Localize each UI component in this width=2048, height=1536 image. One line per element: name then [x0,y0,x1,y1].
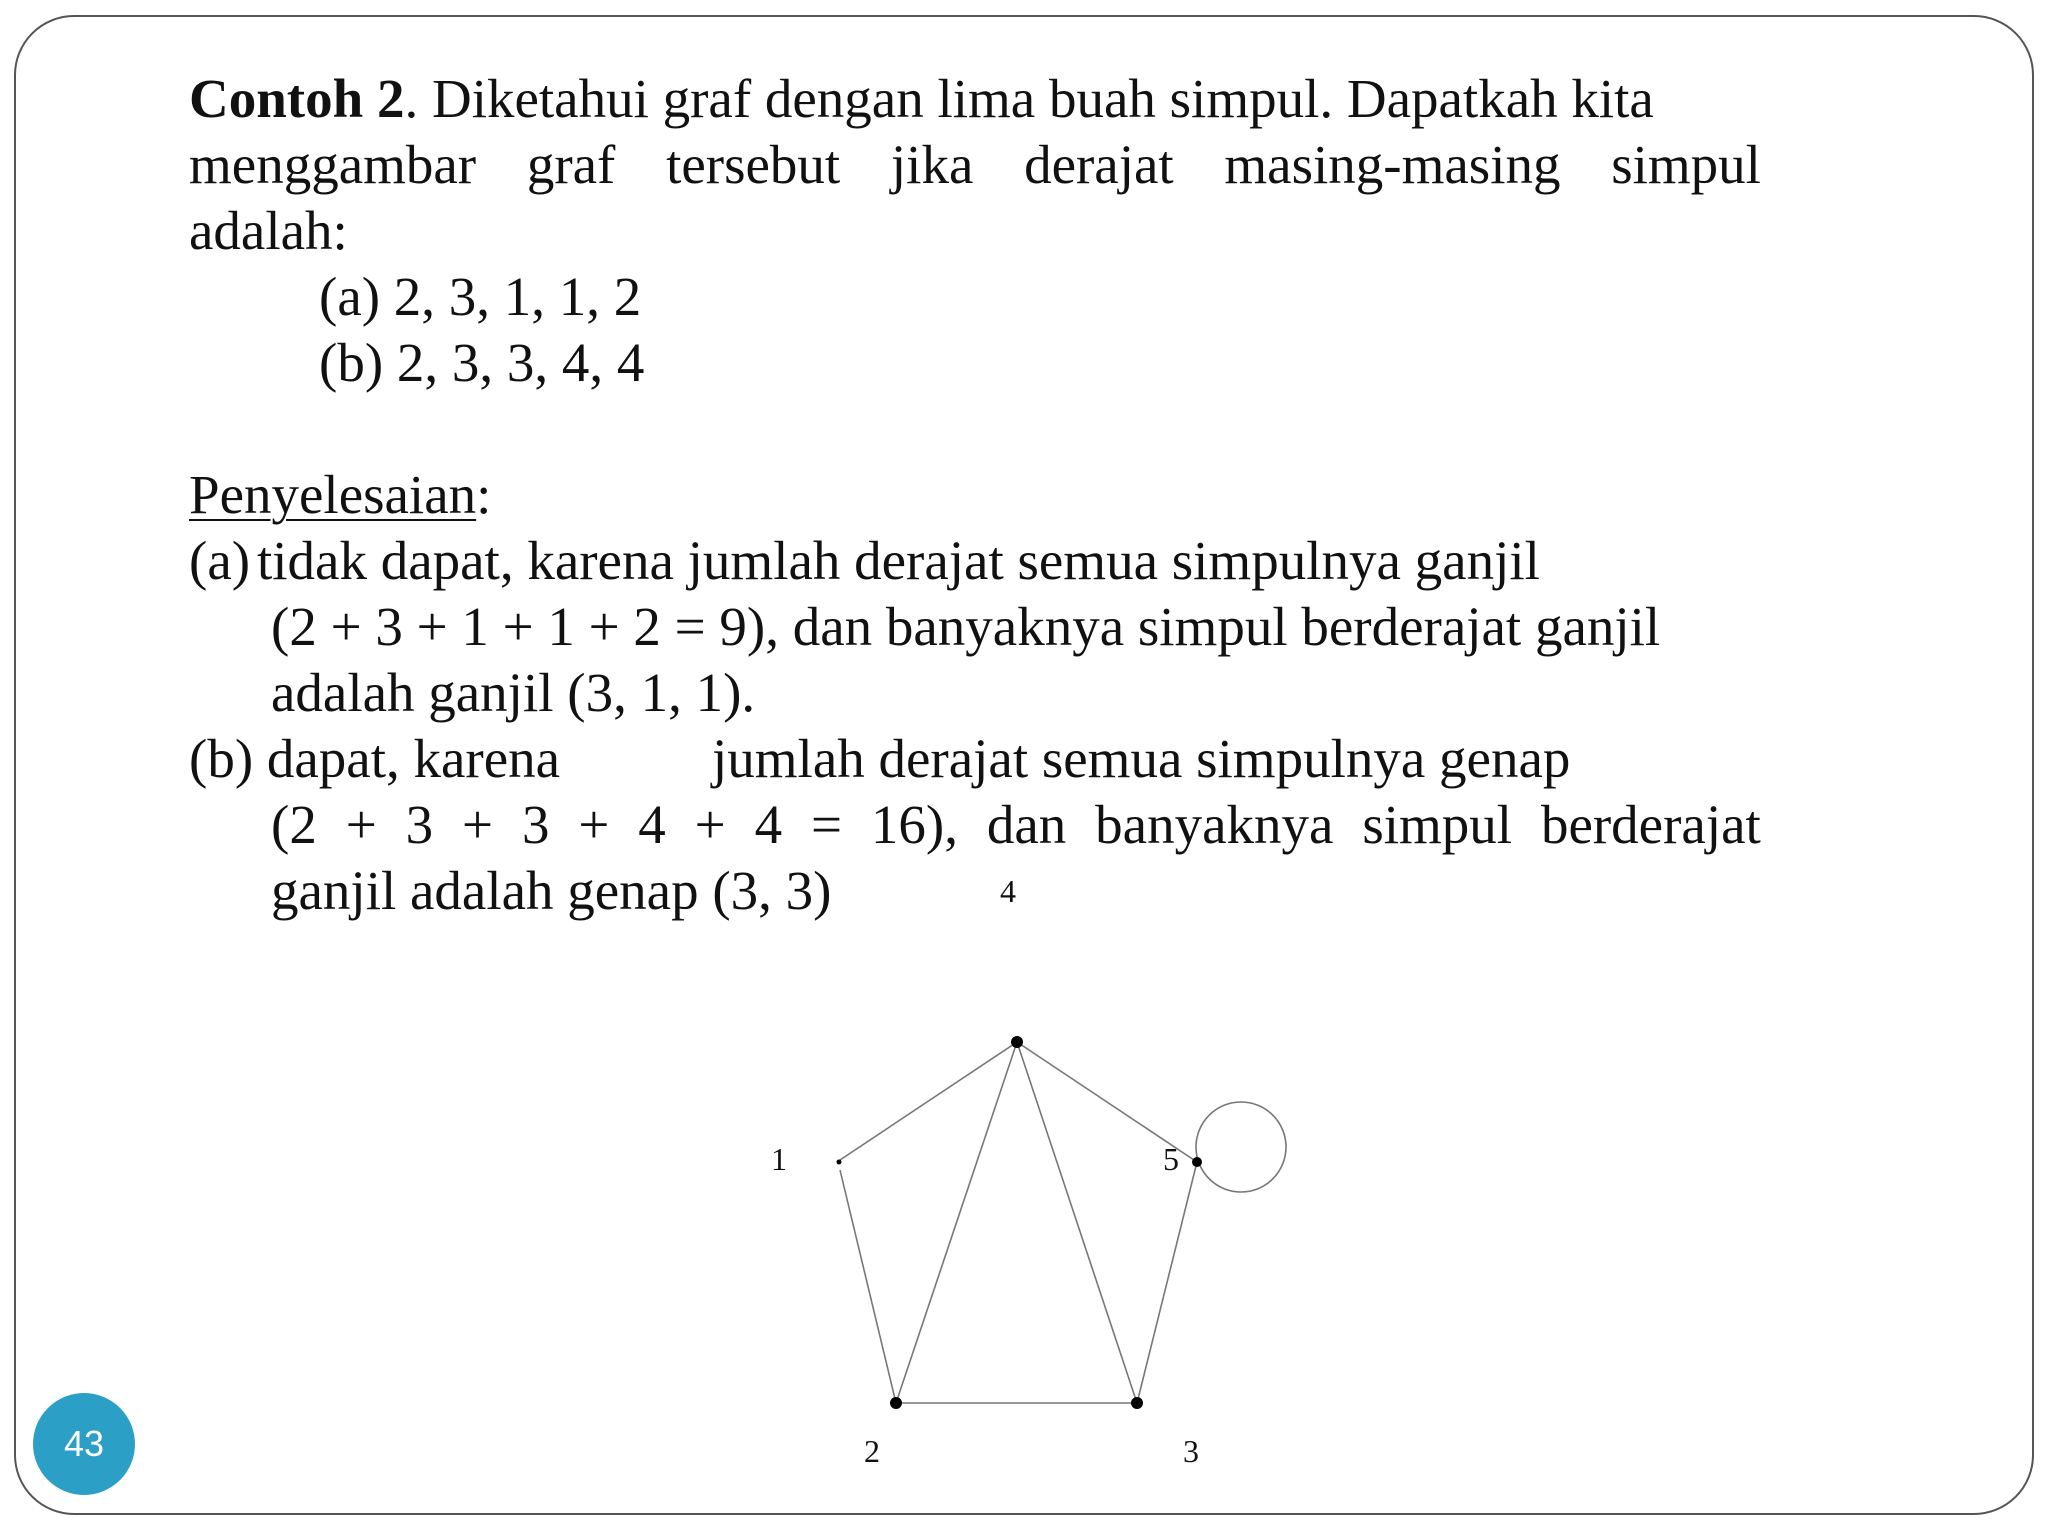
vertex-label-1: 1 [771,1141,787,1177]
solution-heading-colon: : [476,464,492,525]
solution-b-line-2 [271,792,1761,858]
vertex-label-2: 2 [864,1433,880,1469]
problem-line-1 [189,66,1761,132]
problem-word: jika [890,134,974,195]
option-b: (b) 2, 3, 3, 4, 4 [319,332,645,393]
solution-word: 16), [870,794,958,855]
spacer [189,396,1761,462]
solution-word: = [810,794,842,855]
solution-word: + [345,794,377,855]
solution-a-text: tidak dapat, karena jumlah derajat semua simpulnya ganjil [257,530,1540,591]
solution-word: 3 [521,794,550,855]
solution-word: dan [986,794,1067,855]
vertex-label-4: 4 [1000,873,1016,909]
solution-heading-row [189,462,1761,528]
solution-heading: Penyelesaian [189,464,477,525]
page-number-badge: 43 [33,1393,135,1495]
solution-word: 4 [754,794,783,855]
solution-b-left: (b) dapat, karena [189,728,561,789]
problem-line-3: adalah: [189,200,348,261]
vertex-label-3: 3 [1183,1433,1199,1469]
solution-a-line-3: adalah ganjil (3, 1, 1). [271,662,756,723]
solution-word: banyaknya [1095,794,1334,855]
problem-word: derajat [1024,134,1174,195]
problem-title: Contoh 2 [189,68,405,129]
problem-line-2 [189,132,1761,198]
solution-a-line-1 [189,528,1761,594]
solution-word: (2 [271,794,317,855]
solution-b-right: jumlah derajat semua simpulnya genap [712,728,1571,789]
problem-word: menggambar [189,134,477,195]
option-a: (a) 2, 3, 1, 1, 2 [319,266,642,327]
problem-word: masing-masing [1224,134,1561,195]
solution-word: + [694,794,726,855]
solution-b-line-1 [189,726,1761,792]
solution-a-line-2: (2 + 3 + 1 + 1 + 2 = 9), dan banyaknya simpul berderajat ganjil [271,596,1661,657]
problem-word: tersebut [666,134,841,195]
solution-a-label: (a) [189,530,251,591]
vertex-label-5: 5 [1163,1141,1179,1177]
solution-word: + [578,794,610,855]
problem-word: graf [526,134,616,195]
solution-word: + [462,794,494,855]
solution-word: 4 [638,794,666,855]
slide-content [189,66,1761,924]
solution-b-line-3: ganjil adalah genap (3, 3) [271,860,832,921]
problem-word: simpul [1611,134,1761,195]
solution-word: berderajat [1540,794,1761,855]
problem-line-1-text: . Diketahui graf dengan lima buah simpul. Dapatkah kita [404,68,1654,129]
solution-word: 3 [405,794,434,855]
solution-word: simpul [1362,794,1513,855]
